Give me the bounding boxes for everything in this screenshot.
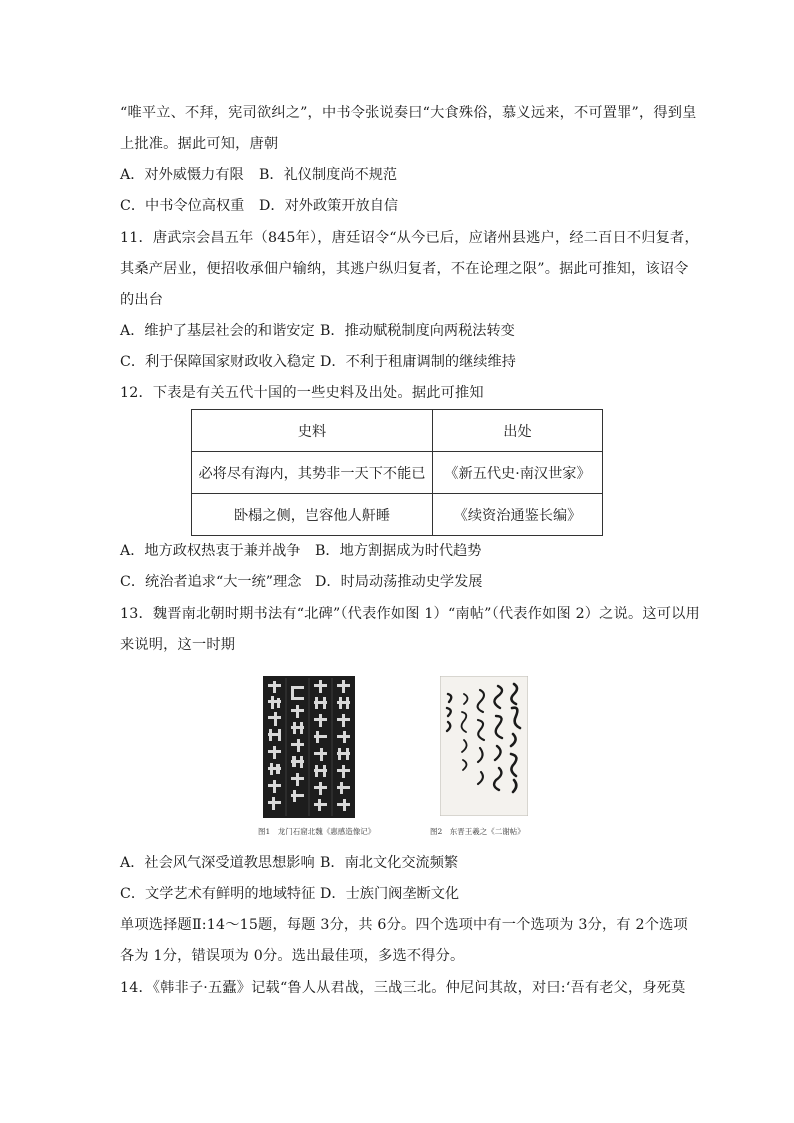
q12-option-a: A．地方政权热衷于兼并战争	[120, 543, 301, 559]
q11-option-a: A．维护了基层社会的和谐安定	[120, 323, 315, 339]
q13-option-b: B．南北文化交流频繁	[320, 855, 459, 871]
calligraphy-image	[440, 676, 528, 816]
q11-stem-line1: 11．唐武宗会昌五年（845年），唐廷诏令“从今已后，应诸州县逃户，经二百日不归复者，	[120, 230, 699, 246]
table-header-origin: 出处	[433, 410, 603, 452]
q11-option-b: B．推动赋税制度向两税法转变	[320, 323, 515, 339]
q12-stem: 12．下表是有关五代十国的一些史料及出处。据此可推知	[120, 385, 484, 401]
q13-option-c: C．文学艺术有鲜明的地域特征	[120, 886, 316, 902]
table-cell-source: 必将尽有海内，其势非一天下不能已	[192, 452, 433, 494]
q10-stem-line2: 上批准。据此可知，唐朝	[120, 136, 279, 152]
q11-option-c: C．利于保障国家财政收入稳定	[120, 354, 316, 370]
figure-1-caption: 图1 龙门石窟北魏《惠感造像记》	[258, 827, 376, 836]
table-cell-origin: 《新五代史·南汉世家》	[433, 452, 603, 494]
q12-option-d: D．时局动荡推动史学发展	[315, 574, 483, 590]
table-row	[192, 452, 603, 494]
q11-option-d: D．不利于租庸调制的继续维持	[320, 354, 516, 370]
figure-2-calligraphy	[440, 676, 528, 816]
table-row	[192, 494, 603, 536]
q13-option-a: A．社会风气深受道教思想影响	[120, 855, 315, 871]
q12-option-b: B．地方割据成为时代趋势	[315, 543, 482, 559]
figure-1-stele-rubbing	[263, 676, 355, 818]
stele-rubbing-image	[263, 676, 355, 818]
section-instructions-line2: 各为 1分，错误项为 0分。选出最佳项，多选不得分。	[120, 948, 465, 964]
q10-option-d: D．对外政策开放自信	[259, 198, 399, 214]
section-instructions-line1: 单项选择题Ⅱ:14～15题，每题 3分，共 6分。四个选项中有一个选项为 3分，有 2个选项	[120, 917, 688, 933]
q13-stem-line2: 来说明，这一时期	[120, 637, 236, 653]
table-cell-source: 卧榻之侧，岂容他人鼾睡	[192, 494, 433, 536]
table-header-row	[192, 410, 603, 452]
q12-option-c: C．统治者追求“大一统”理念	[120, 574, 302, 590]
q13-option-d: D．士族门阀垄断文化	[320, 886, 460, 902]
q13-stem-line1: 13．魏晋南北朝时期书法有“北碑”（代表作如图 1）“南帖”（代表作如图 2）之说。这可以用	[120, 606, 700, 622]
table-header-source: 史料	[192, 410, 433, 452]
table-cell-origin: 《续资治通鉴长编》	[433, 494, 603, 536]
q10-option-c: C．中书令位高权重	[120, 198, 245, 214]
q14-stem-line1: 14．《韩非子·五蠹》记载“鲁人从君战，三战三北。仲尼问其故，对曰:‘吾有老父，身死莫	[120, 980, 686, 996]
figure-2-caption: 图2 东晋王羲之《二谢帖》	[430, 827, 525, 836]
q10-stem-line1: “唯平立、不拜，宪司欲纠之”，中书令张说奏曰“大食殊俗，慕义远来，不可置罪”，得到皇	[120, 105, 697, 121]
q10-option-a: A．对外威慑力有限	[120, 167, 244, 183]
q11-stem-line2: 其桑产居业，便招收承佃户输纳，其逃户纵归复者，不在论理之限”。据此可推知，该诏令	[120, 261, 689, 277]
q11-stem-line3: 的出台	[120, 292, 164, 308]
q10-option-b: B．礼仪制度尚不规范	[259, 167, 398, 183]
q12-source-table	[191, 409, 603, 536]
